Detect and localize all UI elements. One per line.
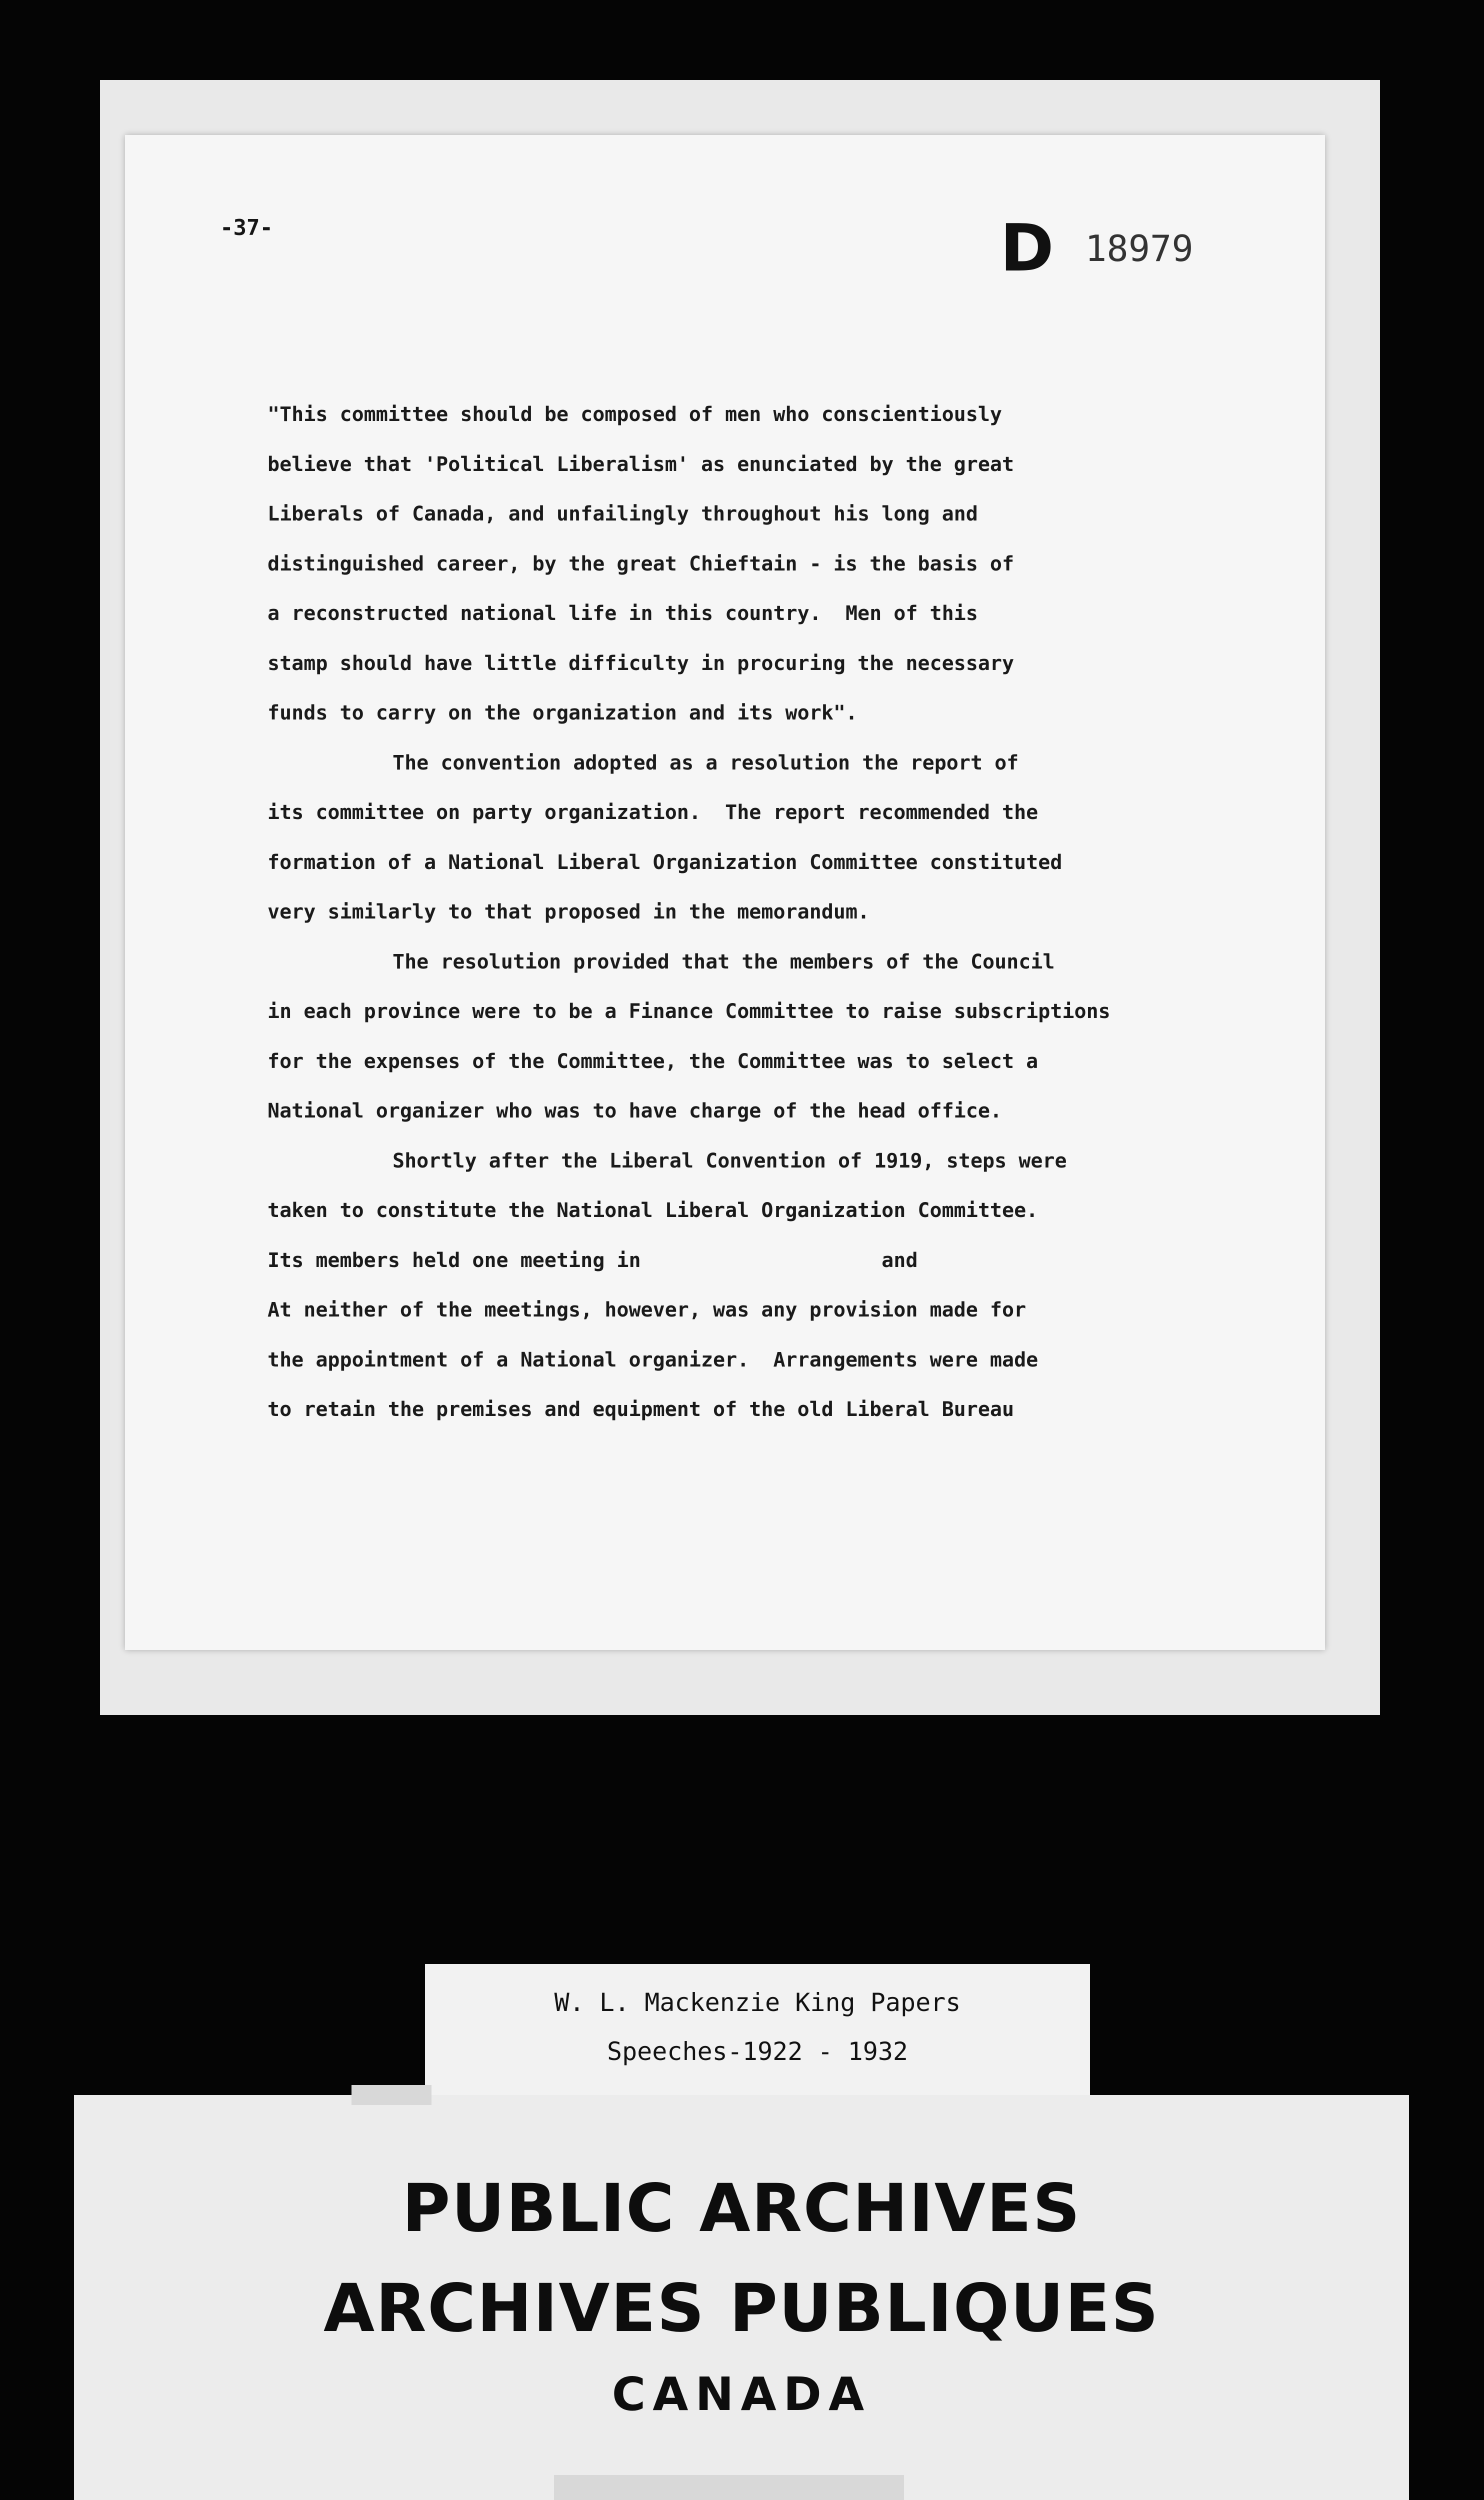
text-line: Shortly after the Liberal Convention of 1919, steps were bbox=[392, 1149, 1067, 1172]
text-line: to retain the premises and equipment of the old Liberal Bureau bbox=[268, 1398, 1014, 1421]
page-number: -37- bbox=[220, 215, 273, 240]
card-tab-bottom bbox=[554, 2475, 904, 2500]
text-line: in each province were to be a Finance Committee to raise subscriptions bbox=[268, 1000, 1110, 1023]
archives-country: CANADA bbox=[612, 2368, 872, 2421]
text-line: Its members held one meeting in and bbox=[268, 1248, 918, 1272]
archives-title-french: ARCHIVES PUBLIQUES bbox=[323, 2270, 1160, 2347]
paragraph-1 bbox=[268, 390, 1258, 738]
text-line: distinguished career, by the great Chieftain - is the basis of bbox=[268, 552, 1014, 576]
paragraph-4 bbox=[268, 1136, 1258, 1435]
archives-card bbox=[74, 2095, 1409, 2500]
text-line: "This committee should be composed of men who conscientiously bbox=[268, 403, 1002, 426]
body-text bbox=[268, 390, 1258, 1435]
text-line: The convention adopted as a resolution the report of bbox=[392, 751, 1019, 774]
text-line: The resolution provided that the members of the Council bbox=[392, 950, 1055, 974]
text-line: National organizer who was to have charge of the head office. bbox=[268, 1100, 1002, 1122]
document-id-number: 18979 bbox=[1085, 228, 1194, 270]
text-line: the appointment of a National organizer. Arrangements were made bbox=[268, 1348, 1038, 1372]
collection-series: Speeches-1922 - 1932 bbox=[606, 2037, 908, 2066]
text-line: a reconstructed national life in this country. Men of this bbox=[268, 602, 978, 625]
paragraph-3 bbox=[268, 938, 1258, 1136]
paragraph-2 bbox=[268, 738, 1258, 938]
collection-label-card bbox=[425, 1964, 1090, 2099]
text-line: believe that 'Political Liberalism' as enunciated by the great bbox=[268, 452, 1014, 476]
text-line: its committee on party organization. The report recommended the bbox=[268, 801, 1038, 824]
collection-name: W. L. Mackenzie King Papers bbox=[554, 1988, 961, 2017]
archives-title-english: PUBLIC ARCHIVES bbox=[402, 2170, 1082, 2247]
document-id-mark: D bbox=[1000, 210, 1054, 286]
card-tab-left bbox=[352, 2085, 432, 2105]
text-line: At neither of the meetings, however, was any provision made for bbox=[268, 1298, 1026, 1322]
text-line: funds to carry on the organization and its work". bbox=[268, 702, 858, 724]
text-line: stamp should have little difficulty in procuring the necessary bbox=[268, 652, 1014, 675]
text-line: for the expenses of the Committee, the Committee was to select a bbox=[268, 1050, 1038, 1073]
text-line: Liberals of Canada, and unfailingly throughout his long and bbox=[268, 502, 978, 526]
text-line: very similarly to that proposed in the memorandum. bbox=[268, 900, 870, 924]
text-line: taken to constitute the National Liberal Organization Committee. bbox=[268, 1199, 1038, 1222]
text-line: formation of a National Liberal Organization Committee constituted bbox=[268, 850, 1062, 874]
